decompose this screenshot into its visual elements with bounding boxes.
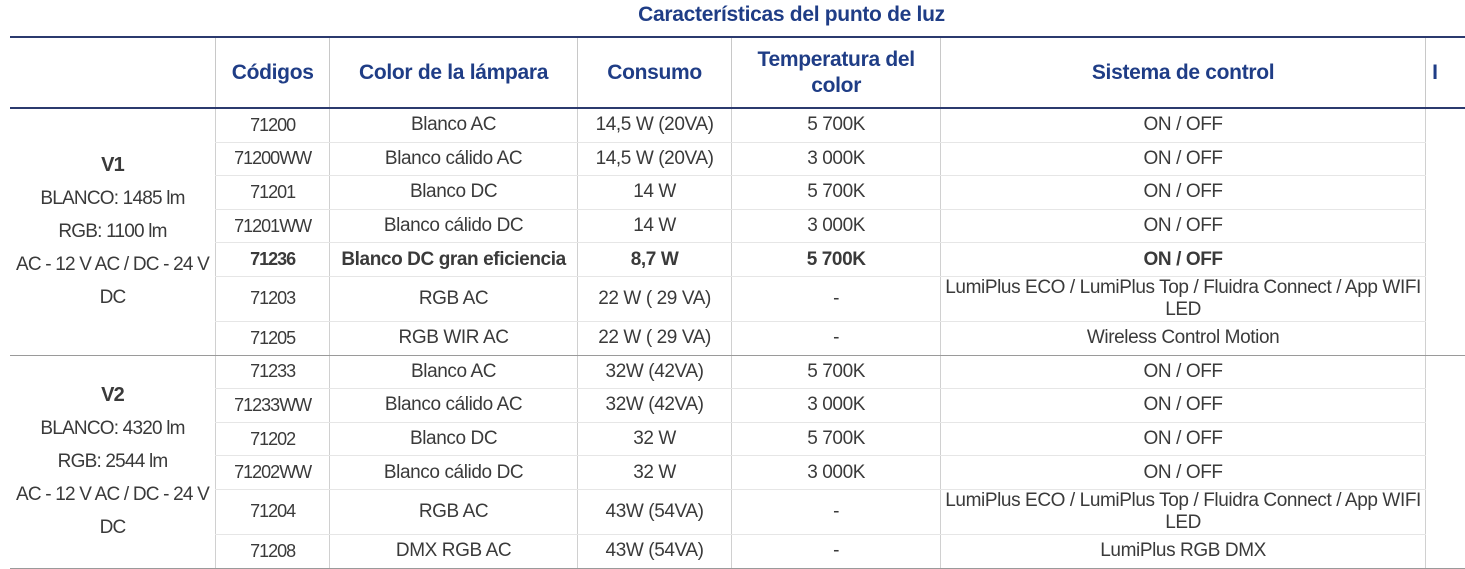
lamp-color-cell: DMX RGB AC (330, 534, 578, 568)
color-temperature-cell: 5 700K (732, 243, 941, 277)
color-temperature-cell: - (732, 489, 941, 534)
color-temperature-cell: 3 000K (732, 389, 941, 423)
cut-column-cell (1426, 276, 1465, 321)
power-cell: 32 W (577, 456, 731, 490)
power-cell: 8,7 W (577, 243, 731, 277)
cut-column-cell (1426, 389, 1465, 423)
lamp-color-cell: Blanco AC (330, 355, 578, 389)
cut-column-cell (1426, 355, 1465, 389)
color-temperature-cell: - (732, 321, 941, 355)
control-system-cell: Wireless Control Motion (941, 321, 1426, 355)
control-system-cell: ON / OFF (941, 389, 1426, 423)
table-body (10, 108, 1465, 568)
header-row (10, 37, 1465, 108)
lamp-color-cell: Blanco cálido DC (330, 456, 578, 490)
lamp-color-cell: RGB WIR AC (330, 321, 578, 355)
color-temperature-cell: 5 700K (732, 355, 941, 389)
lamp-color-cell: Blanco cálido AC (330, 142, 578, 176)
code-cell: 71208 (216, 534, 330, 568)
header-codes: Códigos (216, 37, 330, 108)
version-name: V2 (101, 384, 124, 407)
power-cell: 22 W ( 29 VA) (577, 321, 731, 355)
table-row (10, 142, 1465, 176)
color-temperature-cell: 5 700K (732, 108, 941, 142)
table-row (10, 456, 1465, 490)
table-row (10, 489, 1465, 534)
table-row (10, 355, 1465, 389)
code-cell: 71203 (216, 276, 330, 321)
color-temperature-cell: 5 700K (732, 176, 941, 210)
lamp-color-cell: Blanco DC (330, 422, 578, 456)
control-system-cell: LumiPlus RGB DMX (941, 534, 1426, 568)
control-system-cell: ON / OFF (941, 456, 1426, 490)
control-system-cell: LumiPlus ECO / LumiPlus Top / Fluidra Connect / App WIFI LED (941, 489, 1426, 534)
version-group-cell (10, 355, 216, 568)
lamp-color-cell: Blanco DC (330, 176, 578, 210)
cut-column-cell (1426, 489, 1465, 534)
cut-column-cell (1426, 456, 1465, 490)
code-cell: 71200WW (216, 142, 330, 176)
power-cell: 32 W (577, 422, 731, 456)
table-row (10, 176, 1465, 210)
table-row (10, 209, 1465, 243)
header-color-temperature: Temperatura del color (732, 37, 941, 108)
table-row (10, 321, 1465, 355)
version-spec-line: BLANCO: 4320 lm (40, 418, 185, 440)
header-power: Consumo (577, 37, 731, 108)
color-temperature-cell: - (732, 534, 941, 568)
code-cell: 71202 (216, 422, 330, 456)
control-system-cell: ON / OFF (941, 176, 1426, 210)
color-temperature-cell: 5 700K (732, 422, 941, 456)
power-cell: 22 W ( 29 VA) (577, 276, 731, 321)
power-cell: 43W (54VA) (577, 489, 731, 534)
color-temperature-cell: 3 000K (732, 142, 941, 176)
power-cell: 43W (54VA) (577, 534, 731, 568)
version-group-cell (10, 108, 216, 355)
version-name: V1 (101, 154, 124, 177)
lamp-color-cell: Blanco cálido AC (330, 389, 578, 423)
cut-column-cell (1426, 176, 1465, 210)
cut-column-cell (1426, 108, 1465, 142)
code-cell: 71201 (216, 176, 330, 210)
header-empty (10, 37, 216, 108)
version-spec-line: AC - 12 V AC / DC - 24 V DC (16, 254, 210, 309)
version-spec-line: AC - 12 V AC / DC - 24 V DC (16, 484, 210, 539)
cut-column-cell (1426, 321, 1465, 355)
table-row (10, 108, 1465, 142)
code-cell: 71233WW (216, 389, 330, 423)
cut-column-cell (1426, 142, 1465, 176)
version-spec-line: BLANCO: 1485 lm (40, 188, 185, 210)
table-row (10, 422, 1465, 456)
lamp-color-cell: RGB AC (330, 276, 578, 321)
code-cell: 71201WW (216, 209, 330, 243)
control-system-cell: ON / OFF (941, 142, 1426, 176)
code-cell: 71233 (216, 355, 330, 389)
table-row (10, 243, 1465, 277)
table-row (10, 276, 1465, 321)
code-cell: 71205 (216, 321, 330, 355)
version-spec-line: RGB: 2544 lm (57, 451, 168, 473)
color-temperature-cell: 3 000K (732, 209, 941, 243)
control-system-cell: ON / OFF (941, 355, 1426, 389)
power-cell: 14,5 W (20VA) (577, 142, 731, 176)
code-cell: 71236 (216, 243, 330, 277)
code-cell: 71204 (216, 489, 330, 534)
header-control-system: Sistema de control (941, 37, 1426, 108)
control-system-cell: ON / OFF (941, 108, 1426, 142)
power-cell: 14,5 W (20VA) (577, 108, 731, 142)
lamp-color-cell: Blanco DC gran eficiencia (330, 243, 578, 277)
power-cell: 32W (42VA) (577, 389, 731, 423)
cut-column-cell (1426, 534, 1465, 568)
color-temperature-cell: - (732, 276, 941, 321)
control-system-cell: ON / OFF (941, 422, 1426, 456)
lamp-color-cell: RGB AC (330, 489, 578, 534)
color-temperature-cell: 3 000K (732, 456, 941, 490)
power-cell: 32W (42VA) (577, 355, 731, 389)
power-cell: 14 W (577, 209, 731, 243)
lamp-color-cell: Blanco cálido DC (330, 209, 578, 243)
table-row (10, 389, 1465, 423)
table-row (10, 534, 1465, 568)
cut-column-cell (1426, 422, 1465, 456)
version-spec-line: RGB: 1100 lm (58, 221, 167, 243)
lamp-color-cell: Blanco AC (330, 108, 578, 142)
cut-column-cell (1426, 243, 1465, 277)
code-cell: 71202WW (216, 456, 330, 490)
code-cell: 71200 (216, 108, 330, 142)
table-title: Características del punto de luz (638, 3, 945, 26)
control-system-cell: ON / OFF (941, 209, 1426, 243)
spec-table (10, 36, 1465, 569)
header-lamp-color: Color de la lámpara (330, 37, 578, 108)
control-system-cell: LumiPlus ECO / LumiPlus Top / Fluidra Connect / App WIFI LED (941, 276, 1426, 321)
power-cell: 14 W (577, 176, 731, 210)
cut-column-cell (1426, 209, 1465, 243)
header-cut-column: I (1426, 37, 1465, 108)
control-system-cell: ON / OFF (941, 243, 1426, 277)
